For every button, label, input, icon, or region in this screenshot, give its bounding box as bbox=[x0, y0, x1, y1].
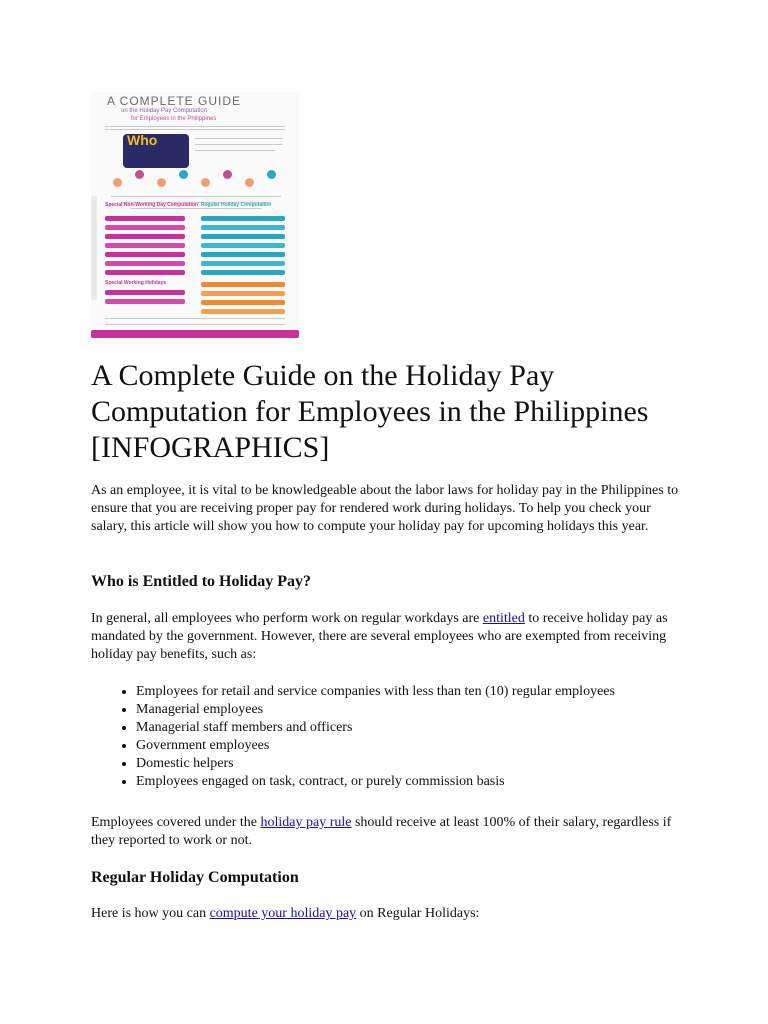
right-section-title: Regular Holiday Computation bbox=[201, 202, 272, 208]
compute-holiday-pay-link[interactable]: compute your holiday pay bbox=[209, 906, 357, 921]
list-item: • Employees engaged on task, contract, or purely commission basis bbox=[136, 773, 615, 791]
who-text: Who bbox=[127, 132, 158, 148]
bottom-section-title: Special Working Holidays bbox=[105, 280, 167, 286]
infographic-subtitle: on the Holiday Pay Computation bbox=[121, 108, 208, 114]
heading-entitled: Who is Entitled to Holiday Pay? bbox=[91, 573, 312, 590]
article-title: A Complete Guide on the Holiday Pay Computation for Employees in the Philippines [INFOGRAPHICS] bbox=[91, 359, 649, 464]
list-item: • Government employees bbox=[136, 737, 615, 755]
person-icon bbox=[223, 170, 232, 179]
person-icon bbox=[113, 178, 122, 187]
entitled-paragraph: In general, all employees who perform work on regular workdays are entitled to receive holiday pay as mandated by the government. However, there are several employees who are exempted from receiving holiday pay benefits, such as: bbox=[91, 611, 668, 662]
exempted-list bbox=[91, 683, 615, 791]
covered-paragraph: Employees covered under the holiday pay rule should receive at least 100% of their salary, regardless if they reported to work or not. bbox=[91, 815, 672, 848]
entitled-link[interactable]: entitled bbox=[482, 611, 525, 626]
heading-regular: Regular Holiday Computation bbox=[91, 869, 299, 886]
person-icon bbox=[135, 170, 144, 179]
infographic-title: A COMPLETE GUIDE bbox=[107, 94, 242, 108]
person-icon bbox=[201, 178, 210, 187]
person-icon bbox=[267, 170, 276, 179]
list-item: • Domestic helpers bbox=[136, 755, 615, 773]
holiday-pay-rule-link[interactable]: holiday pay rule bbox=[260, 815, 352, 830]
left-section-title: Special Non-Working Day Computation bbox=[105, 202, 198, 208]
person-icon bbox=[179, 170, 188, 179]
person-icon bbox=[157, 178, 166, 187]
infographic-image bbox=[91, 92, 299, 338]
infographic-subtitle-2: for Employees in the Philippines bbox=[131, 116, 217, 122]
list-item: • Managerial staff members and officers bbox=[136, 719, 615, 737]
regular-paragraph: Here is how you can compute your holiday pay on Regular Holidays: bbox=[91, 906, 480, 921]
list-item: • Employees for retail and service companies with less than ten (10) regular employees bbox=[136, 683, 615, 701]
person-icon bbox=[245, 178, 254, 187]
list-item: • Managerial employees bbox=[136, 701, 615, 719]
intro-paragraph: As an employee, it is vital to be knowledgeable about the labor laws for holiday pay in the Philippines to ensure that you are receiving proper pay for rendered work during holidays. To help you check your salary, this article will show you how to compute your holiday pay for upcoming holidays this year. bbox=[91, 483, 679, 534]
